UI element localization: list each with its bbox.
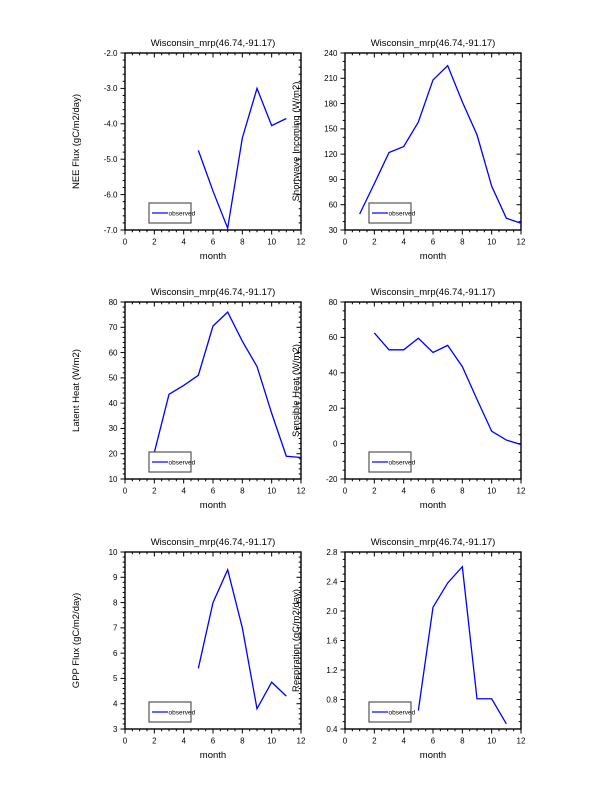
- x-tick-label: 10: [267, 237, 277, 247]
- x-tick-label: 0: [122, 486, 128, 496]
- y-tick-label: -6.0: [103, 190, 118, 200]
- x-tick-label: 0: [122, 237, 128, 247]
- chart-panel-respiration: [285, 532, 535, 784]
- x-tick-label: 4: [181, 486, 186, 496]
- x-tick-label: 10: [487, 237, 497, 247]
- chart-title: Wisconsin_mrp(46.74,-91.17): [150, 38, 276, 49]
- y-tick-label: 180: [324, 99, 338, 109]
- y-tick-label: -7.0: [103, 225, 118, 235]
- y-axis-label: NEE Flux (gC/m2/day): [71, 93, 82, 190]
- chart-panel-gpp-flux: [65, 532, 315, 784]
- x-tick-label: 6: [210, 237, 216, 247]
- x-tick-label: 6: [430, 486, 436, 496]
- y-tick-label: 40: [328, 368, 338, 378]
- x-tick-label: 2: [372, 237, 377, 247]
- y-tick-label: 0.8: [326, 695, 338, 705]
- x-tick-label: 6: [430, 237, 436, 247]
- y-tick-label: -2.0: [103, 48, 118, 58]
- x-tick-label: 12: [296, 237, 306, 247]
- chart-panel-shortwave-incoming: [285, 33, 535, 285]
- y-tick-label: 4: [113, 699, 118, 709]
- x-tick-label: 8: [460, 486, 465, 496]
- x-tick-label: 10: [267, 736, 277, 746]
- y-tick-label: 0: [333, 439, 338, 449]
- observed-data-line: [154, 312, 301, 457]
- y-tick-label: 8: [113, 598, 118, 608]
- y-tick-label: 210: [324, 74, 338, 84]
- y-tick-label: 40: [108, 398, 118, 408]
- x-tick-label: 12: [296, 736, 306, 746]
- axis-ticks: [121, 302, 302, 484]
- x-tick-label: 10: [267, 486, 277, 496]
- observed-data-line: [374, 333, 521, 445]
- legend-label: observed: [388, 709, 416, 717]
- chart-panel-sensible-heat: [285, 282, 535, 534]
- nee-flux-chart: [65, 33, 315, 285]
- observed-data-line: [198, 88, 286, 228]
- x-tick-label: 4: [181, 237, 186, 247]
- y-axis-label: Shortwave Incoming (W/m2): [291, 81, 302, 202]
- gpp-flux-chart: [65, 532, 315, 784]
- chart-title: Wisconsin_mrp(46.74,-91.17): [150, 537, 276, 548]
- x-axis-label: month: [419, 500, 447, 511]
- legend-label: observed: [168, 210, 196, 218]
- x-tick-label: 4: [401, 237, 406, 247]
- observed-data-line: [360, 66, 521, 224]
- x-tick-label: 12: [516, 736, 526, 746]
- y-tick-label: 20: [108, 449, 118, 459]
- x-tick-label: 8: [460, 237, 465, 247]
- x-axis-label: month: [199, 750, 227, 761]
- legend-label: observed: [168, 459, 196, 467]
- y-tick-label: 240: [324, 48, 338, 58]
- x-tick-label: 12: [516, 486, 526, 496]
- y-axis-label: Latent Heat (W/m2): [71, 349, 82, 432]
- y-tick-label: 6: [113, 648, 118, 658]
- x-tick-label: 10: [487, 736, 497, 746]
- y-axis-label: GPP Flux (gC/m2/day): [71, 592, 82, 689]
- y-tick-label: 30: [328, 225, 338, 235]
- x-tick-label: 2: [152, 486, 157, 496]
- shortwave-incoming-chart: [285, 33, 535, 285]
- x-tick-label: 8: [240, 237, 245, 247]
- y-tick-label: -3.0: [103, 84, 118, 94]
- observed-data-line: [198, 570, 286, 709]
- y-tick-label: 0.4: [326, 724, 338, 734]
- axis-ticks: [121, 53, 302, 235]
- chart-title: Wisconsin_mrp(46.74,-91.17): [370, 537, 496, 548]
- x-tick-label: 0: [342, 237, 348, 247]
- legend-label: observed: [168, 709, 196, 717]
- y-tick-label: 50: [108, 373, 118, 383]
- y-tick-label: 2.4: [326, 577, 338, 587]
- x-axis-label: month: [199, 500, 227, 511]
- y-axis-label: Sensible Heat (W/m2): [291, 344, 302, 437]
- x-tick-label: 0: [342, 486, 348, 496]
- x-tick-label: 2: [152, 736, 157, 746]
- axis-ticks: [341, 302, 522, 484]
- x-axis-label: month: [419, 750, 447, 761]
- y-tick-label: 120: [324, 149, 338, 159]
- y-tick-label: 70: [108, 323, 118, 333]
- x-tick-label: 12: [296, 486, 306, 496]
- y-axis-label: Respiration (gC/m2/day): [291, 589, 302, 692]
- x-tick-label: 6: [430, 736, 436, 746]
- y-tick-label: 9: [113, 573, 118, 583]
- x-tick-label: 6: [210, 486, 216, 496]
- legend-box: [369, 203, 416, 223]
- x-tick-label: 4: [181, 736, 186, 746]
- y-tick-label: -5.0: [103, 155, 118, 164]
- y-tick-label: 10: [108, 547, 118, 557]
- axis-ticks: [341, 53, 522, 235]
- axis-ticks: [121, 552, 302, 734]
- y-tick-label: 150: [324, 124, 338, 134]
- latent-heat-chart: [65, 282, 315, 534]
- y-tick-label: 1.2: [326, 665, 338, 675]
- x-axis-label: month: [199, 251, 227, 262]
- sensible-heat-chart: [285, 282, 535, 534]
- y-tick-label: 60: [108, 348, 118, 358]
- y-tick-label: 60: [328, 200, 338, 210]
- x-tick-label: 8: [240, 736, 245, 746]
- legend-box: [369, 452, 416, 472]
- x-tick-label: 4: [401, 486, 406, 496]
- y-tick-label: 7: [113, 623, 118, 633]
- y-tick-label: 2.0: [326, 606, 338, 616]
- y-tick-label: -20: [325, 474, 338, 484]
- chart-title: Wisconsin_mrp(46.74,-91.17): [370, 287, 496, 298]
- x-axis-label: month: [419, 251, 447, 262]
- y-tick-label: 5: [113, 674, 118, 684]
- y-tick-label: 80: [108, 297, 118, 307]
- x-tick-label: 10: [487, 486, 497, 496]
- legend-box: [149, 203, 196, 223]
- y-tick-label: 20: [328, 404, 338, 413]
- y-tick-label: 60: [328, 333, 338, 343]
- x-tick-label: 0: [122, 736, 128, 746]
- x-tick-label: 12: [516, 237, 526, 247]
- y-tick-label: 1.6: [326, 636, 338, 646]
- x-tick-label: 2: [372, 486, 377, 496]
- y-tick-label: 30: [108, 424, 118, 434]
- x-tick-label: 4: [401, 736, 406, 746]
- x-tick-label: 0: [342, 736, 348, 746]
- x-tick-label: 8: [460, 736, 465, 746]
- respiration-chart: [285, 532, 535, 784]
- y-tick-label: 3: [113, 724, 118, 734]
- x-tick-label: 8: [240, 486, 245, 496]
- y-tick-label: 2.8: [326, 547, 338, 557]
- legend-box: [369, 702, 416, 722]
- x-tick-label: 2: [372, 736, 377, 746]
- chart-title: Wisconsin_mrp(46.74,-91.17): [370, 38, 496, 49]
- y-tick-label: -4.0: [103, 119, 118, 129]
- legend-label: observed: [388, 210, 416, 218]
- legend-box: [149, 702, 196, 722]
- axis-ticks: [341, 552, 522, 734]
- chart-panel-latent-heat: [65, 282, 315, 534]
- y-tick-label: 10: [108, 474, 118, 484]
- observed-data-line: [418, 567, 506, 724]
- y-tick-label: 90: [328, 175, 338, 185]
- y-tick-label: 80: [328, 297, 338, 307]
- x-tick-label: 6: [210, 736, 216, 746]
- chart-title: Wisconsin_mrp(46.74,-91.17): [150, 287, 276, 298]
- chart-panel-nee-flux: [65, 33, 315, 285]
- x-tick-label: 2: [152, 237, 157, 247]
- legend-label: observed: [388, 459, 416, 467]
- legend-box: [149, 452, 196, 472]
